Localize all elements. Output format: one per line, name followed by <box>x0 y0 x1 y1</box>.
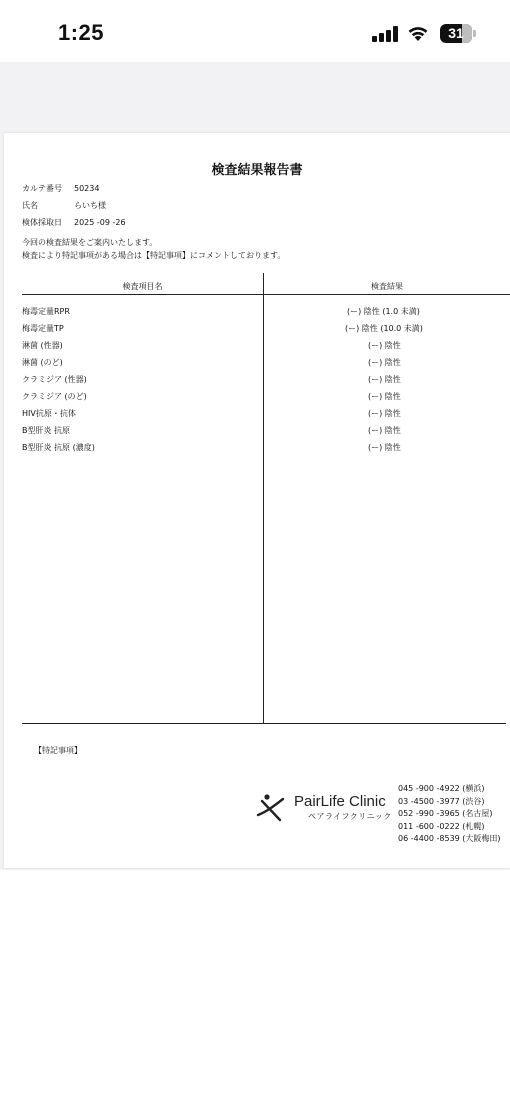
phone-number: 03 -4500 -3977 (渋谷) <box>398 796 485 806</box>
table-row-item: クラミジア (のど) <box>22 392 87 401</box>
meta-label: カルテ番号 <box>22 184 62 193</box>
battery-icon <box>440 24 472 43</box>
table-row-item: 梅毒定量RPR <box>22 307 70 316</box>
report-page[interactable] <box>4 133 510 868</box>
remarks-label: 【特記事項】 <box>34 746 82 755</box>
report-title: 検査結果報告書 <box>211 163 303 178</box>
table-row-item: 梅毒定量TP <box>22 324 64 333</box>
clinic-name: PairLife Clinic <box>294 793 386 810</box>
column-header-result: 検査結果 <box>371 282 403 291</box>
battery-level: 31 <box>448 25 464 41</box>
table-row-result: (ー) 陰性 <box>368 341 401 350</box>
viewer-bottom-area <box>0 870 510 1105</box>
column-header-item: 検査項目名 <box>122 282 163 291</box>
status-bar <box>0 0 510 62</box>
table-row-item: HIV抗原・抗体 <box>22 409 76 418</box>
table-column-divider <box>263 273 264 723</box>
intro-line-1: 今回の検査結果をご案内いたします。 <box>22 238 158 247</box>
table-row-result: (ー) 陰性 (1.0 未満) <box>347 307 420 316</box>
table-row-result: (ー) 陰性 <box>368 392 401 401</box>
table-row-item: B型肝炎 抗原 <box>22 426 71 435</box>
intro-line-2: 検査により特記事項がある場合は【特記事項】にコメントしております。 <box>22 251 286 260</box>
table-row-item: B型肝炎 抗原 (濃度) <box>22 443 95 452</box>
phone-number: 052 -990 -3965 (名古屋) <box>398 809 493 818</box>
meta-value: らいち様 <box>74 201 106 210</box>
table-row-result: (ー) 陰性 <box>368 358 401 367</box>
table-row-item: 淋菌 (性器) <box>22 341 63 350</box>
meta-value: 50234 <box>74 184 100 193</box>
phone-number: 06 -4400 -8539 (大阪梅田) <box>398 834 501 843</box>
table-header-rule <box>22 294 510 295</box>
table-row-result: (ー) 陰性 <box>368 426 401 435</box>
phone-number: 011 -600 -0222 (札幌) <box>398 821 485 831</box>
battery-nub <box>473 30 476 37</box>
meta-value: 2025 -09 -26 <box>74 218 126 227</box>
clinic-logo-icon <box>256 793 286 823</box>
meta-row-name <box>22 200 106 211</box>
table-row-result: (ー) 陰性 (10.0 未満) <box>345 324 423 333</box>
meta-label: 氏名 <box>22 201 38 210</box>
table-row-item: 淋菌 (のど) <box>22 358 63 367</box>
table-row-item: クラミジア (性器) <box>22 375 87 384</box>
table-bottom-rule <box>22 723 506 724</box>
phone-number: 045 -900 -4922 (横浜) <box>398 784 485 793</box>
meta-row-collection-date <box>22 217 126 228</box>
meta-row-chart-number <box>22 183 99 194</box>
table-row-result: (ー) 陰性 <box>368 409 401 418</box>
table-row-result: (ー) 陰性 <box>368 443 401 452</box>
table-row-result: (ー) 陰性 <box>368 375 401 384</box>
status-time: 1:25 <box>58 20 105 45</box>
wifi-icon <box>406 22 430 42</box>
clinic-phone-list <box>398 783 501 846</box>
clinic-logo <box>256 791 396 827</box>
cellular-signal-icon <box>372 26 400 42</box>
clinic-name-kana: ペアライフクリニック <box>308 812 392 821</box>
meta-label: 検体採取日 <box>22 218 62 227</box>
